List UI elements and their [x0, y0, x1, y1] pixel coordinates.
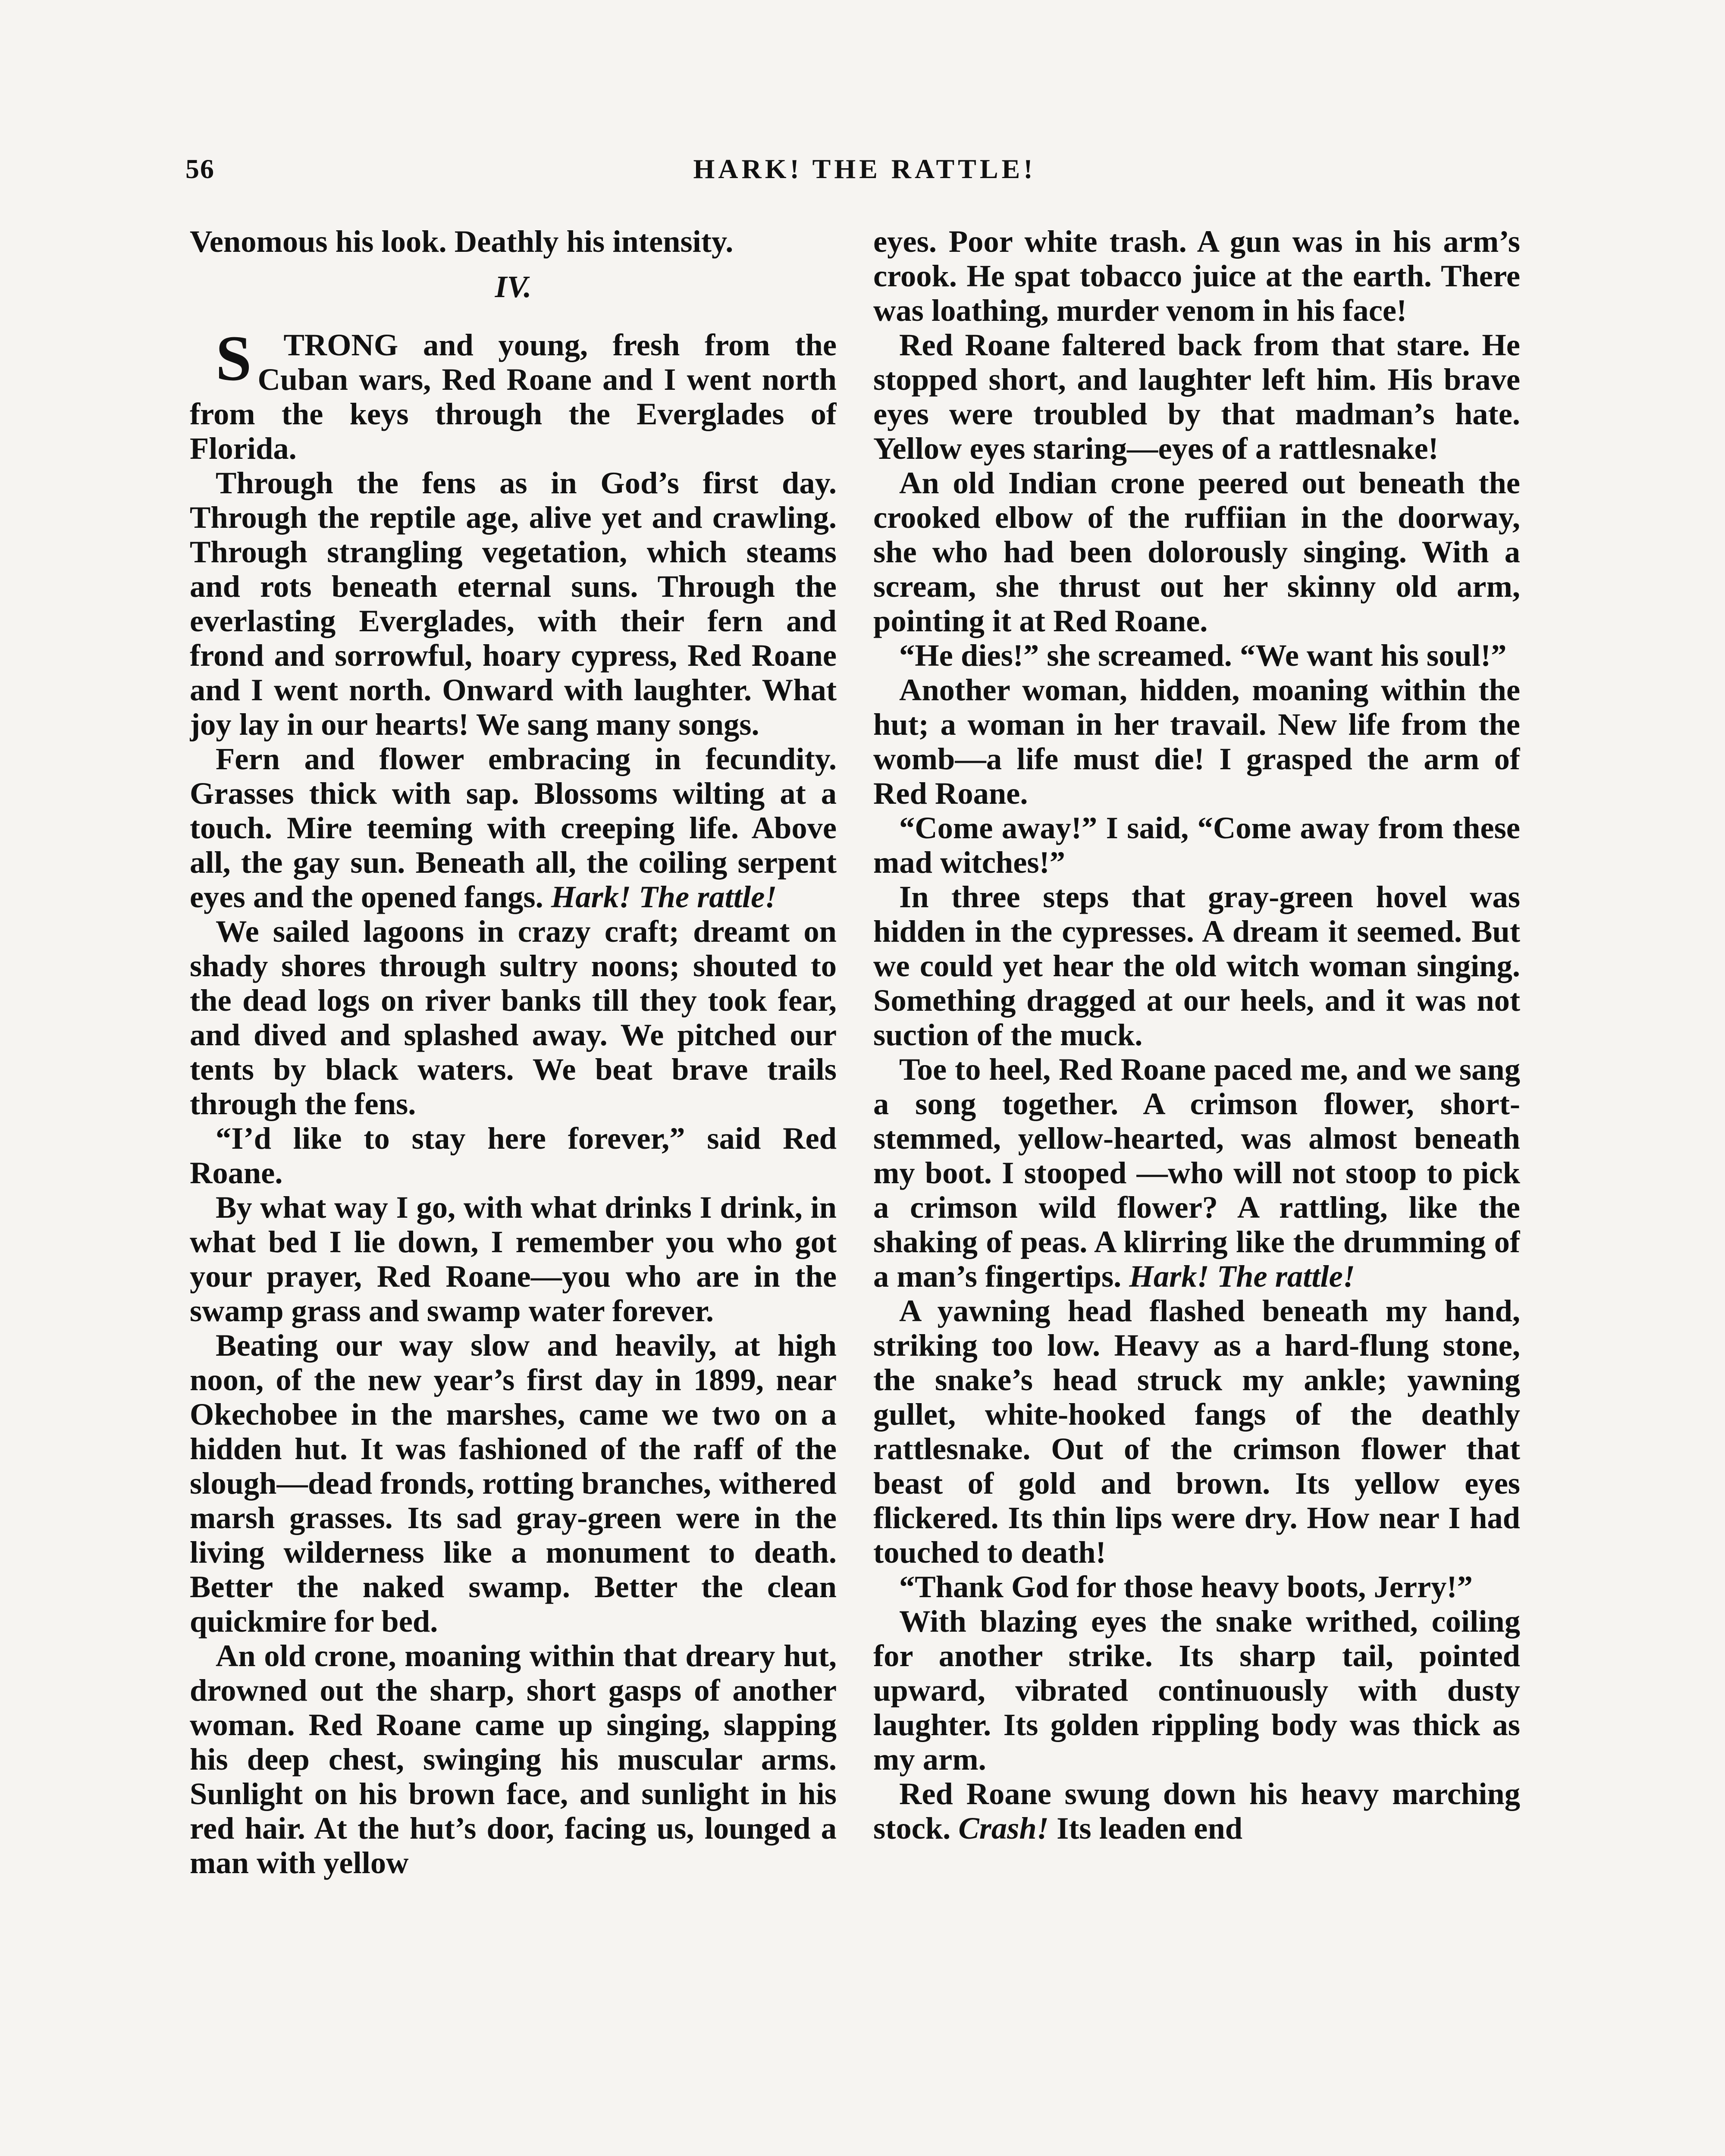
paragraph-text: Fern and flower embracing in fecundity. Grasses thick with sap. Blossoms wilting at a touch. Mire teeming with creeping life. Above all, the gay sun. Beneath all, the coiling serpent eyes and the opened fangs.: [190, 741, 837, 914]
italic-phrase: Crash!: [958, 1811, 1049, 1846]
running-title: HARK! THE RATTLE!: [693, 154, 1036, 184]
section-heading: IV.: [495, 270, 532, 304]
drop-cap: S: [216, 323, 252, 394]
paragraph: Venomous his look. Deathly his intensity.: [190, 224, 734, 259]
paragraph-text: Red Roane swung down his heavy marching stock.: [873, 1776, 1520, 1846]
paragraph: “I’d like to stay here forever,” said Red Roane.: [190, 1121, 837, 1190]
paragraph: [873, 1777, 1520, 1846]
paragraph: [873, 1052, 1520, 1294]
right-column: [873, 224, 1520, 2156]
paragraph: Beating our way slow and heavily, at high noon, of the new year’s first day in 1899, near Okechobee in the marshes, came we two on a hidden hut. It was fashioned of the raff of the slough—dead fronds, rotting branches, withered marsh grasses. Its sad gray-green were in the living wilderness like a monument to death. Better the naked swamp. Better the clean quickmire for bed.: [190, 1328, 837, 1639]
left-column: [190, 224, 837, 2156]
page-header: [185, 153, 1544, 192]
paragraph-text: Toe to heel, Red Roane paced me, and we sang a song together. A crimson flower, short-stemmed, yellow-hearted, was almost beneath my boot. I stooped —who will not stoop to pick a crimson wild flower? A rattling, like the shaking of peas. A klirring like the drumming of a man’s fingertips.: [873, 1052, 1520, 1294]
paragraph: “Come away!” I said, “Come away from these mad witches!”: [873, 810, 1520, 880]
paragraph: An old crone, moaning within that dreary hut, drowned out the sharp, short gasps of another woman. Red Roane came up singing, slapping his deep chest, swinging his muscular arms. Sunlight on his brown face, and sunlight in his red hair. At the hut’s door, facing us, lounged a man with yellow: [190, 1638, 837, 1880]
paragraph: “He dies!” she screamed. “We want his soul!”: [899, 638, 1507, 673]
paragraph-dropcap: [190, 323, 837, 466]
italic-phrase: Hark! The rattle!: [1129, 1259, 1355, 1294]
page-number: 56: [185, 154, 215, 184]
italic-phrase: Hark! The rattle!: [551, 879, 777, 914]
paragraph: Another woman, hidden, moaning within the hut; a woman in her travail. New life from the womb—a life must die! I grasped the arm of Red Roane.: [873, 672, 1520, 811]
paragraph: By what way I go, with what drinks I drink, in what bed I lie down, I remember you who got your prayer, Red Roane—you who are in the swamp grass and swamp water forever.: [190, 1190, 837, 1328]
paragraph-text: TRONG and young, fresh from the Cuban wars, Red Roane and I went north from the keys through the Everglades of Florida.: [190, 327, 837, 466]
paragraph: We sailed lagoons in crazy craft; dreamt on shady shores through sultry noons; shouted to the dead logs on river banks till they took fear, and dived and splashed away. We pitched our tents by black waters. We beat brave trails through the fens.: [190, 914, 837, 1121]
paragraph: Through the fens as in God’s first day. Through the reptile age, alive yet and crawling. Through strangling vegetation, which steams and rots beneath eternal suns. Through the everlasting Everglades, with their fern and frond and sorrowful, hoary cypress, Red Roane and I went north. Onward with laughter. What joy lay in our hearts! We sang many songs.: [190, 465, 837, 742]
paragraph: eyes. Poor white trash. A gun was in his arm’s crook. He spat tobacco juice at the earth. There was loathing, murder venom in his face!: [873, 224, 1520, 328]
paragraph: In three steps that gray-green hovel was hidden in the cypresses. A dream it seemed. But we could yet hear the old witch woman singing. Something dragged at our heels, and it was not suction of the muck.: [873, 879, 1520, 1052]
paragraph: [190, 742, 837, 914]
paragraph: “Thank God for those heavy boots, Jerry!”: [899, 1569, 1473, 1604]
paragraph: An old Indian crone peered out beneath the crooked elbow of the ruffiian in the doorway, she who had been dolorously singing. With a scream, she thrust out her skinny old arm, pointing it at Red Roane.: [873, 465, 1520, 638]
paragraph-text: Its leaden end: [1057, 1811, 1243, 1846]
paragraph: With blazing eyes the snake writhed, coiling for another strike. Its sharp tail, pointed upward, vibrated continuously with dusty laughter. Its golden rippling body was thick as my arm.: [873, 1604, 1520, 1777]
paragraph: A yawning head flashed beneath my hand, striking too low. Heavy as a hard-flung stone, the snake’s head struck my ankle; yawning gullet, white-hooked fangs of the deathly rattlesnake. Out of the crimson flower that beast of gold and brown. Its yellow eyes flickered. Its thin lips were dry. How near I had touched to death!: [873, 1293, 1520, 1570]
paragraph: Red Roane faltered back from that stare. He stopped short, and laughter left him. His brave eyes were troubled by that madman’s hate. Yellow eyes staring—eyes of a rattlesnake!: [873, 327, 1520, 466]
